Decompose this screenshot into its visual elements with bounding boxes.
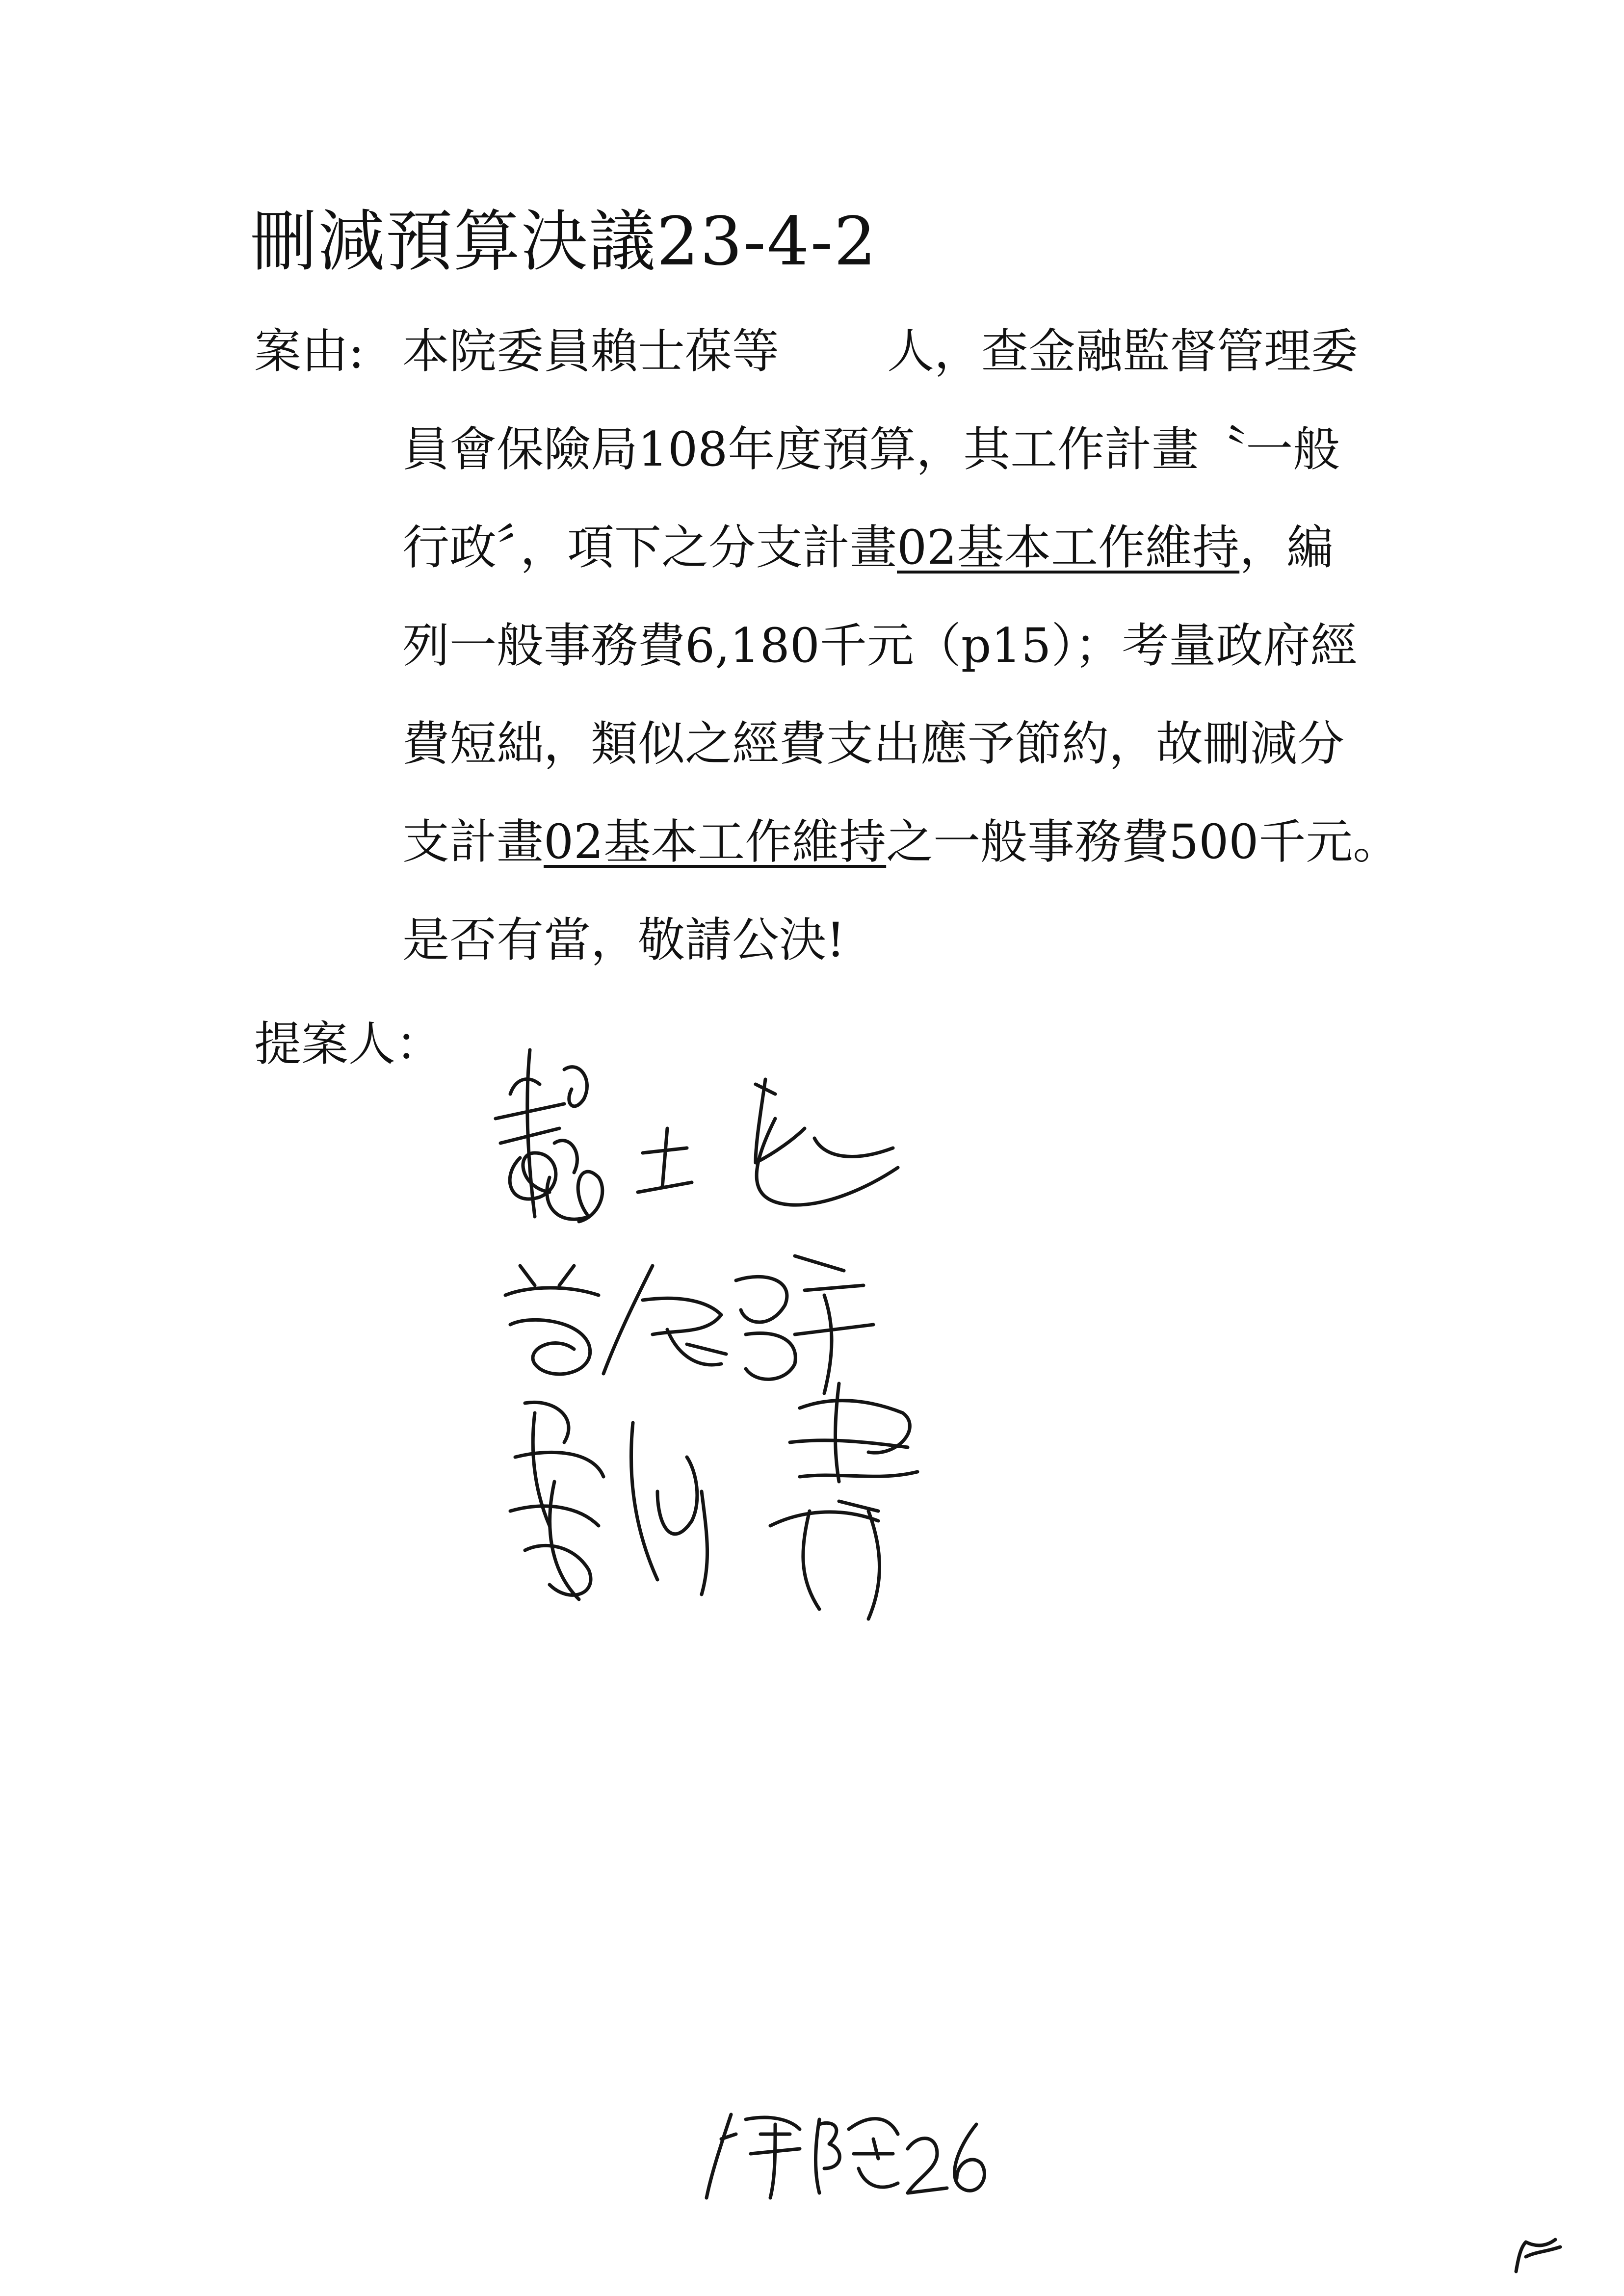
case-label: 案由: <box>254 324 365 379</box>
case-line-4: 列一般事務費6,180千元（p15）；考量政府經 <box>402 618 1358 673</box>
case-line-3 <box>402 520 1334 575</box>
case-line-1 <box>402 324 1358 379</box>
signature-1-image <box>481 1030 952 1236</box>
case-line-6 <box>402 814 1400 869</box>
case-line-3-end: ，編 <box>1239 520 1334 575</box>
document-title: 刪減預算決議23-4-2 <box>250 203 878 281</box>
subprogram-name-underlined-2: 02基本工作維持 <box>544 814 887 869</box>
case-line-1-end: 人，查金融監督管理委 <box>887 324 1358 379</box>
case-line-7: 是否有當，敬請公決! <box>402 913 845 967</box>
case-line-6-end: 之一般事務費500千元。 <box>886 814 1400 869</box>
case-line-6-start: 支計畫 <box>402 814 544 869</box>
subprogram-name-underlined: 02基本工作維持 <box>897 520 1240 575</box>
case-line-5: 費短絀，類似之經費支出應予節約，故刪減分 <box>402 716 1344 771</box>
case-line-1-start: 本院委員賴士葆等 <box>402 324 779 379</box>
handwritten-note-image <box>702 2105 1006 2203</box>
case-line-3-start: 行政〞，項下之分支計畫 <box>402 520 897 575</box>
signature-3-image <box>496 1364 967 1639</box>
case-line-2: 員會保險局108年度預算，其工作計畫〝一般 <box>402 422 1340 477</box>
page-number-mark <box>1506 2227 1570 2281</box>
proposer-label: 提案人： <box>254 1017 443 1071</box>
